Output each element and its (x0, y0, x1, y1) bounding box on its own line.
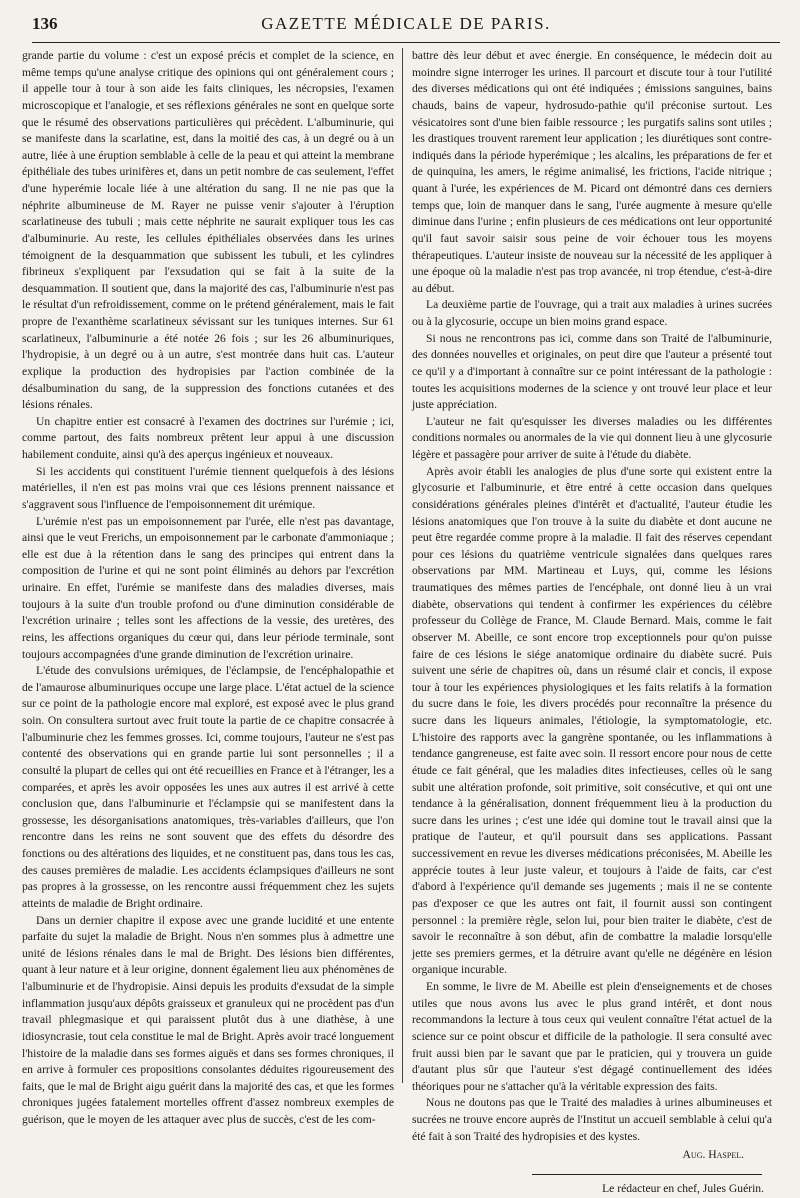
left-column (22, 48, 394, 1126)
paragraph: Après avoir établi les analogies de plus d'une sorte qui existent entre la glycosurie et l'albuminurie, et être entré à cette occasion dans quelques considérations générales pleines d'intérêt et d'actualité, l'auteur étudie les lésions anatomiques que l'on trouve à la suite du diabète et dont aucune ne peut être regardée comme propre à la maladie. Il fait des réserves cependant pour ces lésions du quatrième ventricule signalées dans quelques rares observations par MM. Martineau et Luys, qui, comme les lésions traumatiques des mêmes parties de l'encéphale, ont donné lieu à un vrai diabète, observations qui tendent à confirmer les expériences du célèbre professeur du Collège de France, M. Claude Bernard. Mais, comme le fait observer M. Abeille, ce sont encore trop exceptionnels pour qu'on puisse faire de ces lésions le siége anatomique ordinaire du diabète sucré. Puis suivent une série de chapitres où, dans un résumé clair et concis, il expose tour à tour les expériences physiologiques et les faits relatifs à la formation du sucre dans le foie, les divers procédés pour reconnaître la présence du sucre dans les liqueurs animales, l'étiologie, la symptomatologie, etc. L'histoire des rapports avec la gangrène spontanée, ou les inflammations à tendance gangreneuse, est faite avec soin. Il ressort encore pour nous de cette étude ce fait général, que les maladies dites infectieuses, celles où le sang subit une altération profonde, soit primitive, soit consécutive, et qui ont une tendance à la généralisation, donnent fréquemment lieu à la production du sucre dans les urines ; c'est une idée qui domine tout le travail ainsi que la pratique de l'auteur, et qu'il poursuit dans ses applications. Passant successivement en revue les diverses médications préconisées, M. Abeille les apprécie toutes à leur juste valeur, et toujours à l'aide de faits, car c'est d'abord à l'expérience qu'il demande ses jugements ; mais il ne se contente pas d'exposer ce que les autres ont fait, il fournit aussi son contingent personnel : la première règle, selon lui, pour bien traiter le diabète, c'est de savoir le reconnaître à son début, afin de combattre la maladie lorsqu'elle jette ses premiers germes, et la détruire avant qu'elle ne dégénère en lésion organique incurable. (412, 464, 772, 977)
right-paragraphs (412, 48, 772, 1145)
paragraph: Si nous ne rencontrons pas ici, comme dans son Traité de l'albuminurie, des données nouvelles et originales, on peut dire que l'auteur a présenté tout ce qu'il y a d'important à connaître sur ce point intéressant de la pathologie : toutes les acquisitions modernes de la science y ont trouvé leur place et leur juste appréciation. (412, 331, 772, 412)
paragraph: grande partie du volume : c'est un exposé précis et complet de la science, en même temps qu'une analyse critique des opinions qui ont généralement cours ; il appelle tour à tour à son aide les faits cliniques, les nécropsies, l'examen microscopique et l'analogie, et ses réflexions générales ne sont en quelque sorte que le résumé des observations particulières qui précèdent. L'albuminurie, qui se manifeste dans la scarlatine, est, dans la moitié des cas, à un degré ou à un autre, liée à une éruption semblable à celle de la peau et qui atteint la membrane épithéliale des tubes urinifères et, dans un petit nombre de cas seulement, l'effet d'une hyperémie locale liée à une altération du sang. Il ne nie pas que la néphrite albumineuse de M. Rayer ne puisse venir s'ajouter à l'éruption scarlatineuse des tubuli ; mais cette néphrite ne saurait expliquer tous les cas d'albuminurie. Au reste, les cellules épithéliales observées dans les urines témoignent de la desquammation que subissent les tubuli, et les cylindres fibrineux s'expliquent par l'exsudation qui se fait à la suite de la desquammation. Il soutient que, dans la majorité des cas, l'albuminurie n'est pas le résultat d'un refroidissement, comme on le prétend généralement, mais le fait propre de l'exanthème scarlatineux sévissant sur les tuniques internes. Sur 61 scarlatineux, l'albuminurie a été notée 26 fois ; sur les 26 albuminuriques, l'hydropisie, à un degré ou à un autre, s'est montrée dans huit cas. L'auteur explique la production des hydropisies par l'action combinée de la désalbumination du sang, de la suppression des fonctions cutanées et des lésions rénales. (22, 49, 394, 412)
column-divider (402, 48, 403, 1083)
editor-line: Le rédacteur en chef, Jules Guérin. (602, 1181, 764, 1195)
journal-title: GAZETTE MÉDICALE DE PARIS. (261, 14, 551, 33)
right-column (412, 48, 772, 1195)
footer-rule (532, 1174, 762, 1175)
paragraph: La deuxième partie de l'ouvrage, qui a trait aux maladies à urines sucrées ou à la glycosurie, occupe un bien moins grand espace. (412, 298, 772, 328)
paragraph: Nous ne doutons pas que le Traité des maladies à urines albumineuses et sucrées ne trouve encore auprès de l'Institut un accueil semblable à celui qu'a été fait à son Traité des hydropisies et des kystes. (412, 1096, 772, 1143)
paragraph: En somme, le livre de M. Abeille est plein d'enseignements et de choses utiles que nous avons lus avec le plus grand intérêt, et dont nous recommandons la lecture à tous ceux qui veulent connaître l'état actuel de la science sur ce point obscur et difficile de la pathologie. Il sera consulté avec fruit aussi bien par le savant que par le praticien, qui y trouvera un guide d'autant plus sûr que l'auteur s'est dégagé continuellement des idées théoriques pour ne s'attacher qu'à la véritable expression des faits. (412, 980, 772, 1093)
paragraph: Si les accidents qui constituent l'urémie tiennent quelquefois à des lésions matérielles, il n'en est pas moins vrai que ces lésions prennent naissance et s'aggravent sous l'influence de l'empoisonnement dit urémique. (22, 464, 394, 511)
paragraph: L'étude des convulsions urémiques, de l'éclampsie, de l'encéphalopathie et de l'amaurose albuminuriques occupe une large place. L'état actuel de la science sur ce point de la pathologie encore mal exploré, est exposé avec le plus grand soin. On consultera surtout avec fruit toute la partie de ce chapitre consacrée à l'albuminurie chez les femmes grosses. Ici, comme toujours, l'auteur ne s'est pas contenté des observations qui en grande partie lui sont personnelles ; il a consulté la plupart de celles qui ont été recueillies en France et à l'étranger, les a comparées, et après les avoir opposées les unes aux autres il est arrivé à cette conclusion que, dans l'albuminurie et l'éclampsie qui se manifestent dans la grossesse, les désorganisations anatomiques, très-variables d'ailleurs, que l'on rencontre dans les reins ne sont souvent que des effets du désordre des fonctions ou des altérations des liquides, et ne constituent pas, dans tous les cas, des causes premières de maladie. Les accidents éclampsiques d'ailleurs ne sont pas propres à la grossesse, on les rencontre aussi fréquemment chez les sujets atteints de maladie de Bright ordinaire. (22, 664, 394, 910)
paragraph: Dans un dernier chapitre il expose avec une grande lucidité et une entente parfaite du sujet la maladie de Bright. Nous n'en sommes plus à admettre une unité de lésions rénales dans le mal de Bright. Des lésions bien différentes, quant à leur nature et à leur origine, donnent également lieu aux phénomènes de l'albuminurie et de l'hydropisie. Ainsi depuis les produits d'exsudat de la simple inflammation jusqu'aux dépôts graisseux et granuleux qui ne procèdent pas d'un travail phlegmasique et qui paraissent plutôt dus à une diathèse, à une idiosyncrasie, tout cela constitue le mal de Bright. Après avoir tracé longuement l'histoire de la maladie dans ses formes aiguës et dans ses formes chroniques, il en arrive à formuler ces propositions consolantes déduites rigoureusement des faits, que le mal de Bright aigu guérit dans la majorité des cas, et que les formes chroniques jugées fatalement mortelles offrent d'assez nombreux exemples de guérison, que le moyen de les attaquer avec plus de succès, c'est de les com- (22, 913, 394, 1126)
page-number: 136 (32, 14, 58, 33)
page-header (32, 14, 780, 43)
paragraph: L'auteur ne fait qu'esquisser les diverses maladies ou les différentes conditions normales ou anormales de la vie qui donnent lieu à une glycosurie légère et passagère pour arriver de suite à l'étude du diabète. (412, 414, 772, 461)
paragraph: battre dès leur début et avec énergie. En conséquence, le médecin doit au moindre signe interroger les urines. Il parcourt et discute tour à tour l'utilité des diverses médications qui ont été indiquées ; émissions sanguines, bains chauds, bains de vapeur, hydrosudo-pathie qu'il préconise surtout. Les vésicatoires sont d'une bien faible ressource ; les purgatifs salins sont utiles ; les drastiques trouvent rarement leur application ; les diurétiques sont contre-indiqués dans la période hyperémique ; les alcalins, les préparations de fer et de quinquina, les amers, le régime animalisé, les frictions, l'acide nitrique ; quant à l'urée, les expériences de M. Picard ont démontré dans ces derniers temps que, loin de manquer dans le sang, l'urée augmente à mesure qu'elle diminue dans l'urine ; enfin plusieurs de ces médications ont leur opportunité qu'il faut savoir saisir sous peine de voir échouer tous les moyens thérapeutiques. L'auteur insiste de nouveau sur la nécessité de les appliquer à une époque où la maladie n'est pas trop avancée, ni trop étendue, c'est-à-dire au début. (412, 49, 772, 295)
paragraph: L'urémie n'est pas un empoisonnement par l'urée, elle n'est pas davantage, ainsi que le veut Frerichs, un empoisonnement par le carbonate d'ammoniaque ; elle est due à la rétention dans le sang des principes qui entrent dans la composition de l'urine et qui ne sont point éliminés au dehors par l'excrétion urinaire. En effet, l'urémie se manifeste dans des maladies diverses, mais toujours à la suite d'un trouble profond ou d'une diminution considérable de l'excrétion urinaire ; telles sont les affections de la vessie, des uretères, des reins, les affections organiques du cœur qui, dans leur période terminale, sont toujours accompagnées d'une grande diminution de l'excrétion urinaire. (22, 514, 394, 661)
paragraph: Un chapitre entier est consacré à l'examen des doctrines sur l'urémie ; ici, comme partout, des faits nombreux prêtent leur appui à une discussion habilement conduite, ainsi qu'à des aperçus ingénieux et nouveaux. (22, 414, 394, 461)
author-signature: Aug. Haspel. (682, 1148, 744, 1162)
